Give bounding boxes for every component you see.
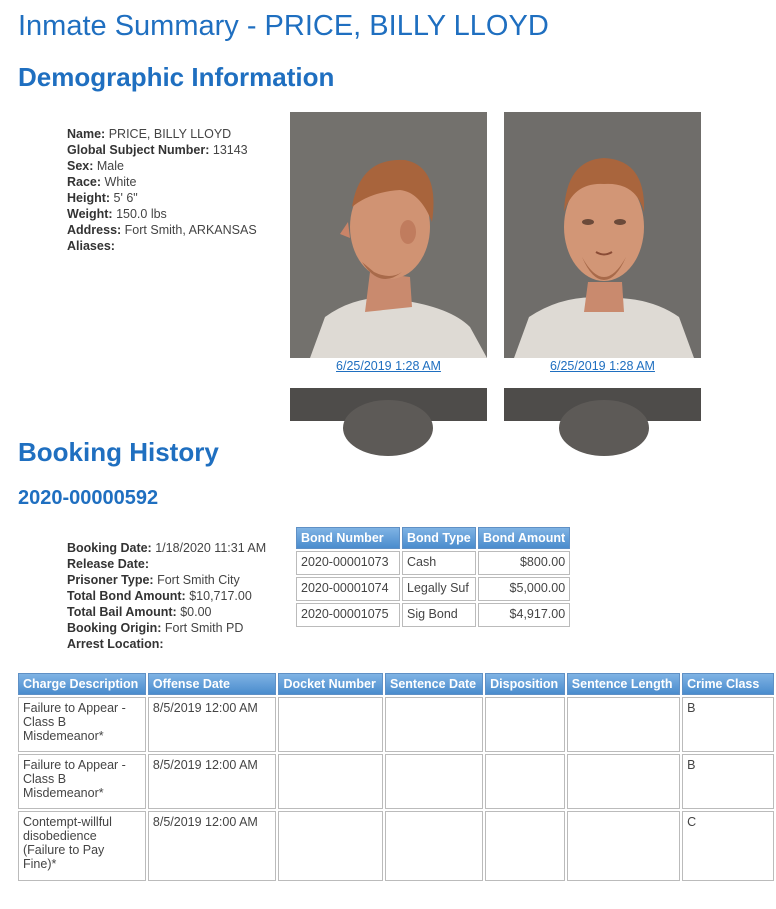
charges-table-header [18,673,774,695]
docket-number-header[interactable]: Docket Number [278,673,383,695]
bond-number-header[interactable]: Bond Number [296,527,400,549]
release-date-row: Release Date: [67,557,149,571]
disposition-cell [485,697,565,752]
demographic-info [67,126,257,254]
sentence-length-cell [567,697,680,752]
docket-number-cell [278,754,383,809]
disposition-cell [485,811,565,881]
booking-origin-row: Booking Origin: Fort Smith PD [67,621,244,635]
booking-origin-value: Fort Smith PD [164,621,244,635]
sentence-length-cell [567,811,680,881]
crime-class-cell: B [682,754,774,809]
total-bail-amount-row: Total Bail Amount: $0.00 [67,605,212,619]
booking-history-heading: Booking History [18,437,219,467]
bond-number-cell: 2020-00001075 [296,603,400,627]
charges-table-container[interactable] [16,671,760,883]
mugshot-thumbnail-3[interactable] [290,388,487,421]
mugshot-profile-date-link[interactable]: 6/25/2019 1:28 AM [336,359,441,373]
crime-class-cell: B [682,697,774,752]
mugshot-thumbnail-4[interactable] [504,388,701,421]
table-row [296,577,570,601]
bond-number-cell: 2020-00001074 [296,577,400,601]
total-bond-amount-value: $10,717.00 [189,589,252,603]
offense-date-cell: 8/5/2019 12:00 AM [148,811,277,881]
demographic-heading: Demographic Information [18,62,335,92]
race-row: Race: White [67,175,137,189]
race-value: White [104,175,137,189]
crime-class-cell: C [682,811,774,881]
total-bail-amount-value: $0.00 [180,605,212,619]
bond-amount-cell: $800.00 [478,551,570,575]
table-row [18,754,774,809]
mugshot-profile[interactable] [290,112,487,377]
bond-table [294,525,572,629]
prisoner-type-value: Fort Smith City [157,573,240,587]
table-row [18,811,774,881]
weight-row: Weight: 150.0 lbs [67,207,167,221]
charge-description-header[interactable]: Charge Description [18,673,146,695]
booking-date-row: Booking Date: 1/18/2020 11:31 AM [67,541,267,555]
booking-number: 2020-00000592 [18,487,159,509]
mugshot-front-date-link[interactable]: 6/25/2019 1:28 AM [550,359,655,373]
mugshot-front-image[interactable] [504,112,701,358]
sentence-date-header[interactable]: Sentence Date [385,673,483,695]
name-row: Name: PRICE, BILLY LLOYD [67,127,232,141]
bond-type-cell: Sig Bond [402,603,476,627]
sex-value: Male [96,159,124,173]
charge-description-cell: Failure to Appear - Class B Misdemeanor* [18,754,146,809]
height-value: 5' 6" [113,191,138,205]
docket-number-cell [278,811,383,881]
crime-class-header[interactable]: Crime Class [682,673,774,695]
sentence-date-cell [385,697,483,752]
prisoner-type-row: Prisoner Type: Fort Smith City [67,573,240,587]
height-row: Height: 5' 6" [67,191,138,205]
bond-type-header[interactable]: Bond Type [402,527,476,549]
global-subject-number-row: Global Subject Number: 13143 [67,143,248,157]
charges-table [16,671,776,883]
offense-date-cell: 8/5/2019 12:00 AM [148,697,277,752]
mugshot-front[interactable] [504,112,701,377]
bond-amount-cell: $5,000.00 [478,577,570,601]
disposition-header[interactable]: Disposition [485,673,565,695]
arrest-location-row: Arrest Location: [67,637,164,651]
booking-date-value: 1/18/2020 11:31 AM [155,541,267,555]
charge-description-cell: Failure to Appear - Class B Misdemeanor* [18,697,146,752]
sentence-date-cell [385,754,483,809]
bond-type-cell: Legally Suf [402,577,476,601]
aliases-row: Aliases: [67,239,115,253]
bond-amount-header[interactable]: Bond Amount [478,527,570,549]
table-row [296,603,570,627]
mugshot-profile-image[interactable] [290,112,487,358]
sentence-length-header[interactable]: Sentence Length [567,673,680,695]
table-row [296,551,570,575]
disposition-cell [485,754,565,809]
sentence-date-cell [385,811,483,881]
docket-number-cell [278,697,383,752]
sentence-length-cell [567,754,680,809]
bond-amount-cell: $4,917.00 [478,603,570,627]
page-title: Inmate Summary - PRICE, BILLY LLOYD [18,10,549,42]
charge-description-cell: Contempt-willful disobedience (Failure to Pay Fine)* [18,811,146,881]
booking-info [67,540,266,652]
table-row [18,697,774,752]
address-value: Fort Smith, ARKANSAS [124,223,257,237]
name-value: PRICE, BILLY LLOYD [108,127,232,141]
total-bond-amount-row: Total Bond Amount: $10,717.00 [67,589,252,603]
global-subject-number-value: 13143 [212,143,248,157]
bond-table-header [296,527,570,549]
offense-date-header[interactable]: Offense Date [148,673,277,695]
sex-row: Sex: Male [67,159,124,173]
bond-number-cell: 2020-00001073 [296,551,400,575]
offense-date-cell: 8/5/2019 12:00 AM [148,754,277,809]
bond-type-cell: Cash [402,551,476,575]
address-row: Address: Fort Smith, ARKANSAS [67,223,257,237]
weight-value: 150.0 lbs [116,207,167,221]
